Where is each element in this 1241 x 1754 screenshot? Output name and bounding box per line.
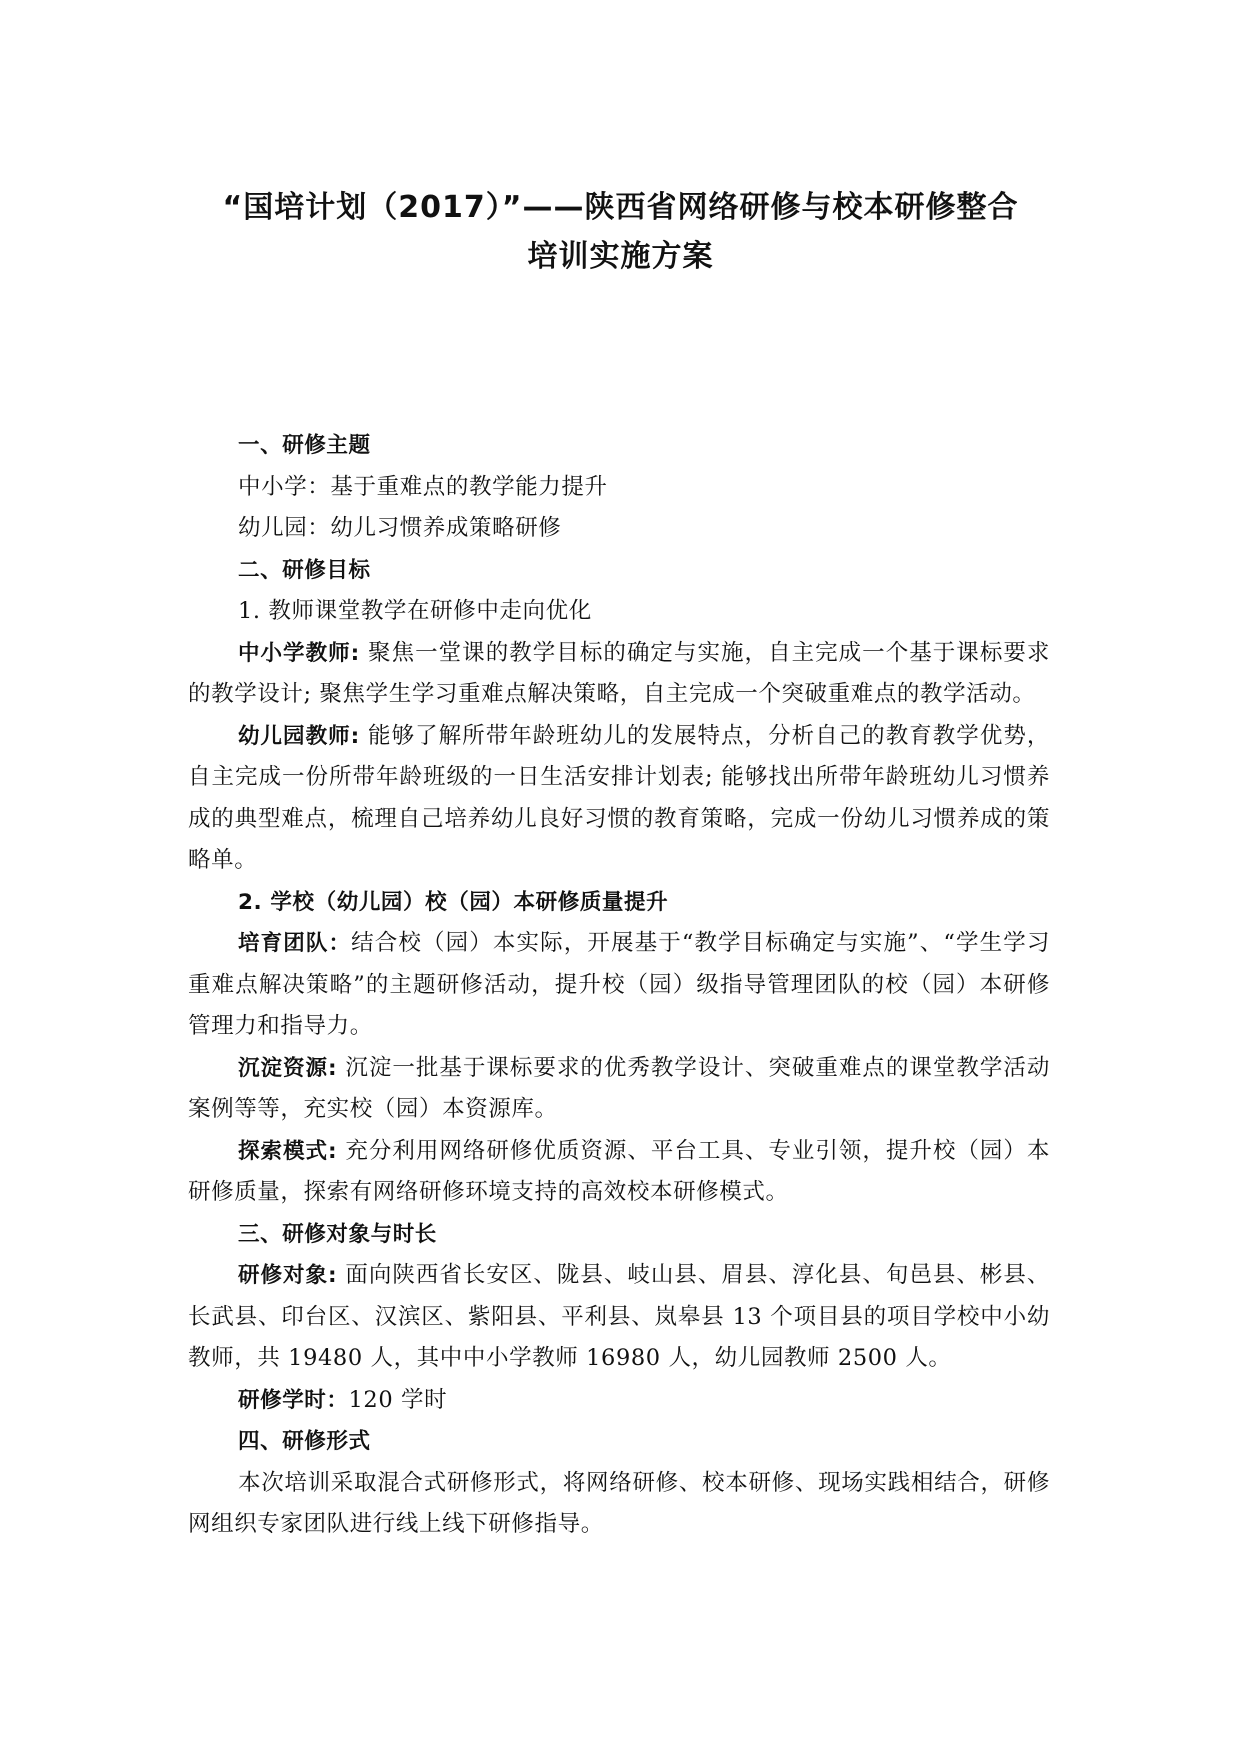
section-heading-format: 四、研修形式 (238, 1429, 371, 1454)
text-primary-teachers: 聚焦一堂课的教学目标的确定与实施，自主完成一个基于课标要求的教学设计; 聚焦学生学习重难点解决策略，自主完成一个突破重难点的教学活动。 (188, 639, 1051, 707)
subheading-teacher-optimization: 1. 教师课堂教学在研修中走向优化 (238, 598, 592, 624)
text-hours: 120 学时 (348, 1386, 448, 1413)
section-heading-target-duration: 三、研修对象与时长 (238, 1221, 437, 1247)
paragraph-kindergarten-teachers (188, 716, 1050, 882)
paragraph-primary-teachers (188, 633, 1050, 716)
lead-build-team: 培育团队： (238, 931, 352, 956)
lead-resources: 沉淀资源: (238, 1055, 338, 1081)
paragraph-build-team (188, 923, 1050, 1048)
text-target: 面向陕西省长安区、陇县、岐山县、眉县、淳化县、旬邑县、彬县、长武县、印台区、汉滨区、紫阳县、平利县、岚皋县 13 个项目县的项目学校中小幼教师，共 19480 人，其中中小学教师 16980 人，幼儿园教师 2500 人。 (188, 1262, 1050, 1371)
document-title-line2: 培训实施方案 (527, 239, 714, 274)
text-resources: 沉淀一批基于课标要求的优秀教学设计、突破重难点的课堂教学活动案例等等，充实校（园）本资源库。 (188, 1054, 1050, 1122)
paragraph-target (188, 1255, 1050, 1380)
paragraph-format: 本次培训采取混合式研修形式，将网络研修、校本研修、现场实践相结合，研修网组织专家团队进行线上线下研修指导。 (188, 1469, 1050, 1537)
text-build-team: 结合校（园）本实际，开展基于“教学目标确定与实施”、“学生学习重难点解决策略”的主题研修活动，提升校（园）级指导管理团队的校（园）本研修管理力和指导力。 (188, 930, 1050, 1039)
lead-primary-teachers: 中小学教师: (238, 640, 360, 666)
paragraph-resources (188, 1048, 1050, 1131)
subheading-school-quality: 2. 学校（幼儿园）校（园）本研修质量提升 (238, 889, 669, 915)
text-kindergarten-teachers: 能够了解所带年龄班幼儿的发展特点，分析自己的教育教学优势，自主完成一份所带年龄班级的一日生活安排计划表; 能够找出所带年龄班幼儿习惯养成的典型难点，梳理自己培养幼儿良好习惯的教育策略，完成一份幼儿习惯养成的策略单。 (188, 722, 1051, 873)
paragraph-theme-kindergarten: 幼儿园：幼儿习惯养成策略研修 (238, 515, 562, 541)
paragraph-theme-primary: 中小学：基于重难点的教学能力提升 (238, 473, 608, 500)
text-explore-model: 充分利用网络研修优质资源、平台工具、专业引领，提升校（园）本研修质量，探索有网络研修环境支持的高效校本研修模式。 (188, 1137, 1050, 1205)
paragraph-explore-model (188, 1131, 1050, 1214)
lead-target: 研修对象: (238, 1263, 338, 1288)
lead-explore-model: 探索模式: (238, 1138, 338, 1164)
document-title-line1: “国培计划（2017）”——陕西省网络研修与校本研修整合 (222, 190, 1019, 225)
lead-hours: 研修学时： (238, 1387, 349, 1413)
section-heading-theme: 一、研修主题 (238, 433, 371, 458)
paragraph-hours (188, 1380, 1050, 1422)
document-body (188, 425, 1050, 1546)
lead-kindergarten-teachers: 幼儿园教师: (238, 723, 360, 749)
section-heading-goals: 二、研修目标 (238, 557, 371, 583)
